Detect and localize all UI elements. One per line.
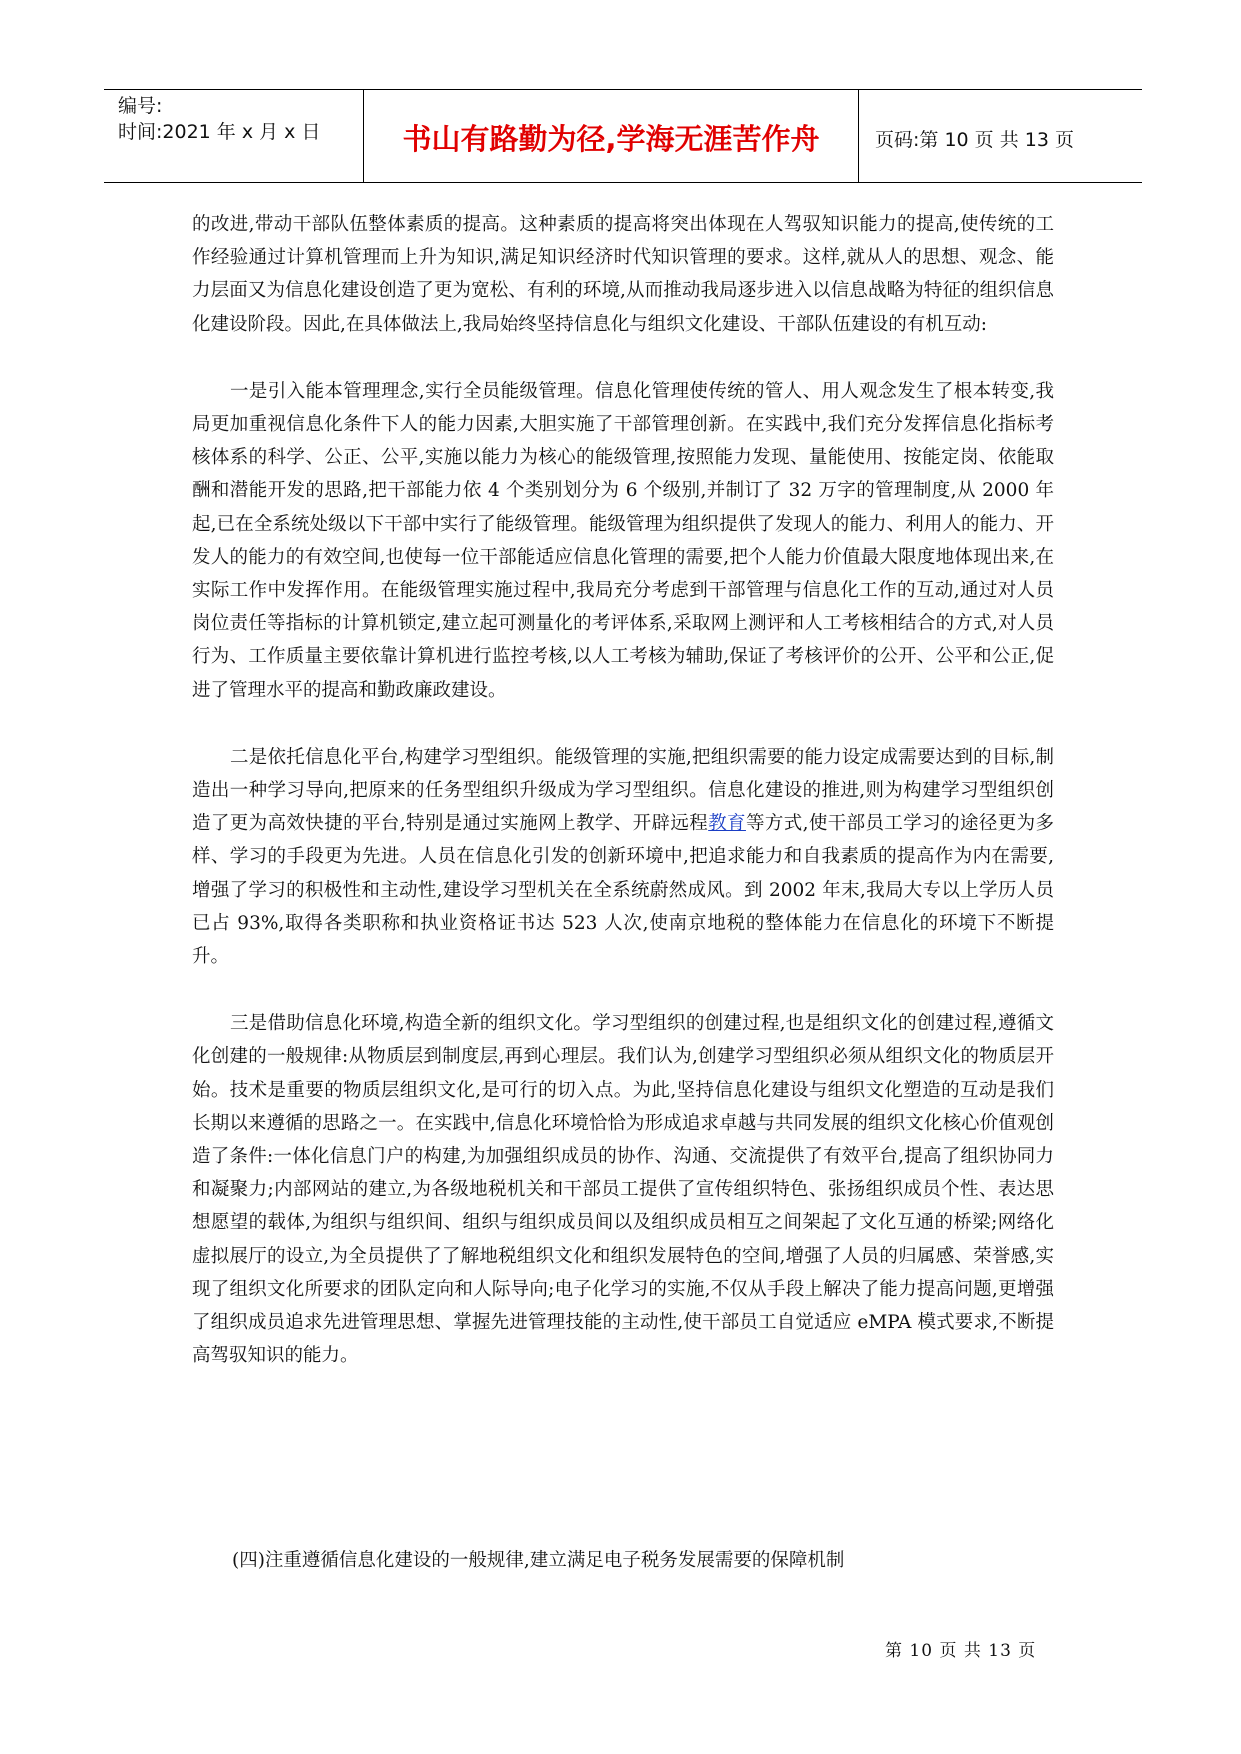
paragraph-learning-organization [192,741,1054,973]
header-bottom-rule [104,182,1142,183]
header-divider-right [858,89,859,183]
page-footer: 第 10 页 共 13 页 [885,1641,1037,1661]
section-heading: (四)注重遵循信息化建设的一般规律,建立满足电子税务发展需要的保障机制 [232,1550,845,1571]
document-time-label: 时间:2021 年 x 月 x 日 [118,121,321,143]
paragraph-organizational-culture: 三是借助信息化环境,构造全新的组织文化。学习型组织的创建过程,也是组织文化的创建过程,遵循文化创建的一般规律:从物质层到制度层,再到心理层。我们认为,创建学习型组织必须从组织文化的物质层开始。技术是重要的物质层组织文化,是可行的切入点。为此,坚持信息化建设与组织文化塑造的互动是我们长期以来遵循的思路之一。在实践中,信息化环境恰恰为形成追求卓越与共同发展的组织文化核心价值观创造了条件:一体化信息门户的构建,为加强组织成员的协作、沟通、交流提供了有效平台,提高了组织协同力和凝聚力;内部网站的建立,为各级地税机关和干部员工提供了宣传组织特色、张扬组织成员个性、表达思想愿望的载体,为组织与组织间、组织与组织成员间以及组织成员相互之间架起了文化互通的桥梁;网络化虚拟展厅的设立,为全员提供了了解地税组织文化和组织发展特色的空间,增强了人员的归属感、荣誉感,实现了组织文化所要求的团队定向和人际导向;电子化学习的实施,不仅从手段上解决了能力提高问题,更增强了组织成员追求先进管理思想、掌握先进管理技能的主动性,使干部员工自觉适应 eMPA 模式要求,不断提高驾驭知识的能力。 [192,1013,1054,1367]
education-link[interactable]: 教育 [708,813,746,835]
paragraph-continuation: 的改进,带动干部队伍整体素质的提高。这种素质的提高将突出体现在人驾驭知识能力的提高,使传统的工作经验通过计算机管理而上升为知识,满足知识经济时代知识管理的要求。这样,就从人的思想、观念、能力层面又为信息化建设创造了更为宽松、有利的环境,从而推动我局逐步进入以信息战略为特征的组织信息化建设阶段。因此,在具体做法上,我局始终坚持信息化与组织文化建设、干部队伍建设的有机互动: [192,214,1054,335]
paragraph-text: 等方式,使干部员工学习的途径更为多样、学习的手段更为先进。人员在信息化引发的创新环境中,把追求能力和自我素质的提高作为内在需要,增强了学习的积极性和主动性,建设学习型机关在全系统蔚然成风。到 2002 年末,我局大专以上学历人员已占 93%,取得各类职称和执业资格证书达 523 人次,使南京地税的整体能力在信息化的环境下不断提升。 [192,813,1054,968]
document-number-label: 编号: [118,95,163,117]
header-page-number: 页码:第 10 页 共 13 页 [875,129,1074,151]
header-top-rule [104,89,1142,90]
header-motto: 书山有路勤为径,学海无涯苦作舟 [402,122,820,156]
paragraph-text: 二是依托信息化平台,构建学习型组织。能级管理的实施,把组织需要的能力设定成需要达到的目标,制造出一种学习导向,把原来的任务型组织升级成为学习型组织。信息化建设的推进,则为构建学习型组织创造了更为高效快捷的平台,特别是通过实施网上教学、开辟远程 [192,746,1054,835]
document-body [192,208,1054,1373]
page-header [104,89,1142,183]
paragraph-capability-management: 一是引入能本管理理念,实行全员能级管理。信息化管理使传统的管人、用人观念发生了根本转变,我局更加重视信息化条件下人的能力因素,大胆实施了干部管理创新。在实践中,我们充分发挥信息化指标考核体系的科学、公正、公平,实施以能力为核心的能级管理,按照能力发现、量能使用、按能定岗、依能取酬和潜能开发的思路,把干部能力依 4 个类别划分为 6 个级别,并制订了 32 万字的管理制度,从 2000 年起,已在全系统处级以下干部中实行了能级管理。能级管理为组织提供了发现人的能力、利用人的能力、开发人的能力的有效空间,也使每一位干部能适应信息化管理的需要,把个人能力价值最大限度地体现出来,在实际工作中发挥作用。在能级管理实施过程中,我局充分考虑到干部管理与信息化工作的互动,通过对人员岗位责任等指标的计算机锁定,建立起可测量化的考评体系,采取网上测评和人工考核相结合的方式,对人员行为、工作质量主要依靠计算机进行监控考核,以人工考核为辅助,保证了考核评价的公开、公平和公正,促进了管理水平的提高和勤政廉政建设。 [192,380,1054,701]
